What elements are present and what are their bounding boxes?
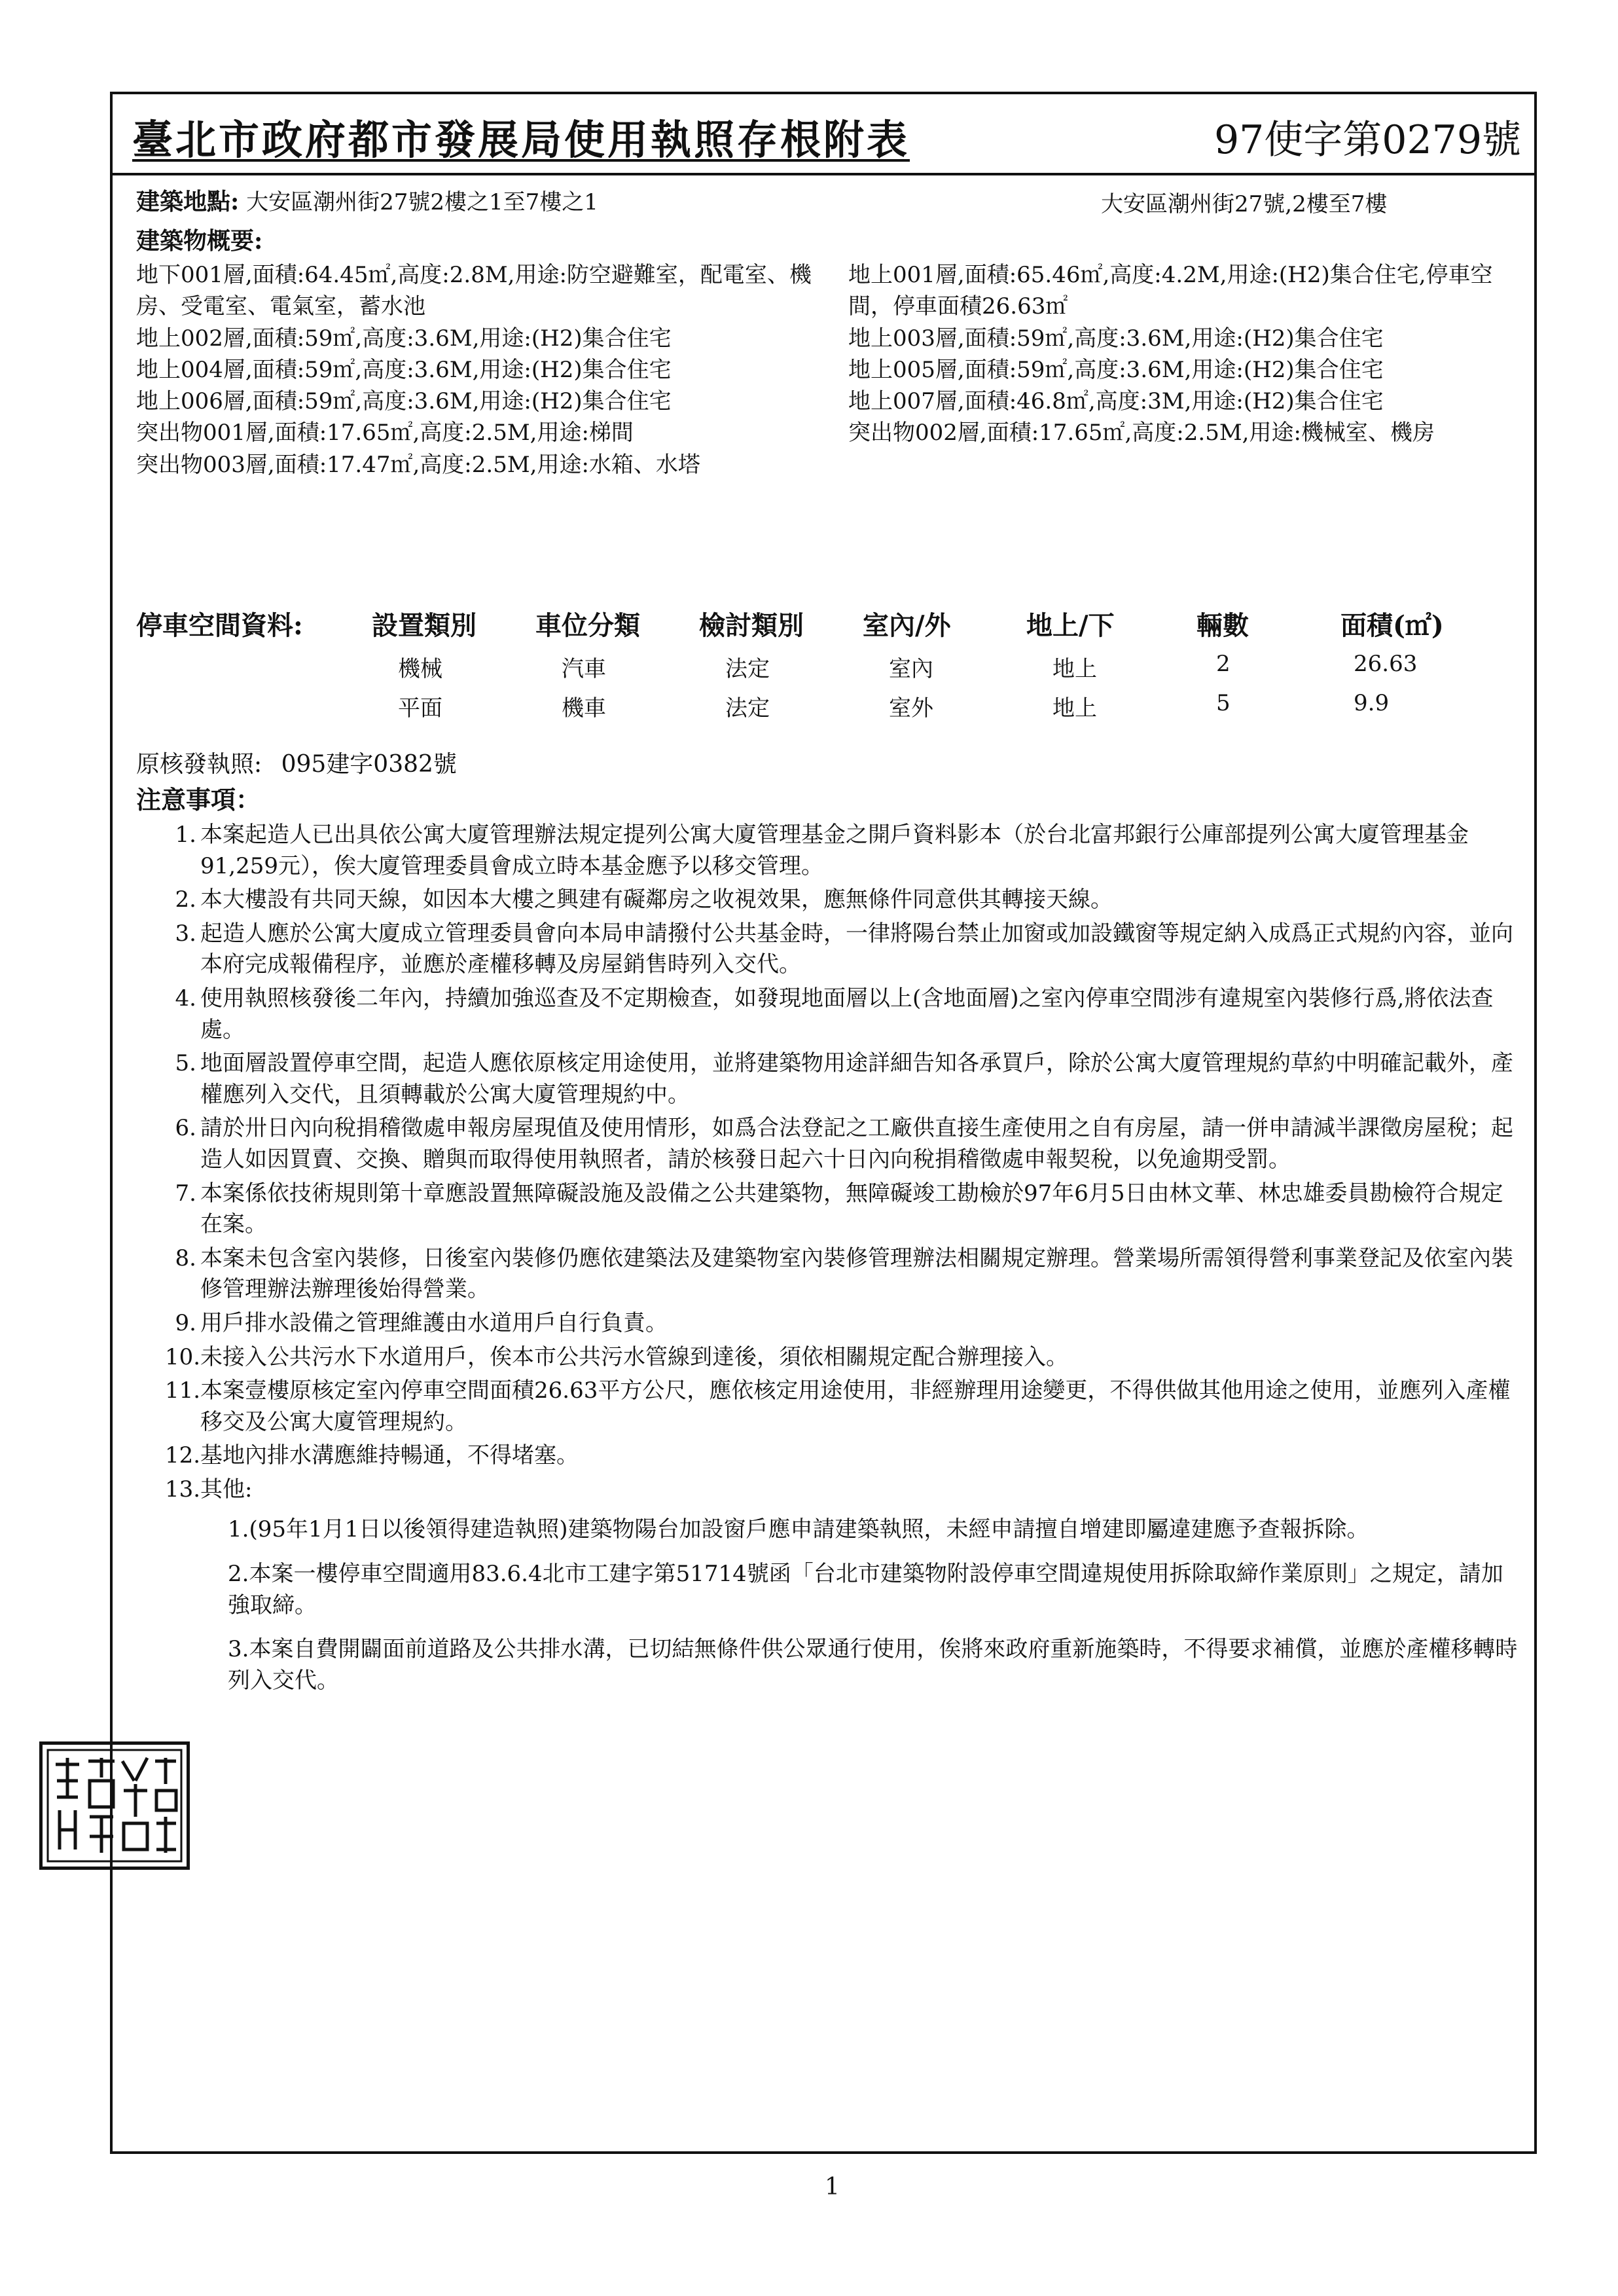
sub-item: 2.本案一樓停車空間適用83.6.4北市工建字第51714號函「台北市建築物附設停車空間違規使用拆除取締作業原則」之規定，請加強取締。	[228, 1561, 1503, 1618]
notes-title: 注意事項：	[136, 785, 261, 814]
parking-cell: 法定	[725, 656, 770, 682]
overview-entry: 地上004層,面積:59㎡,高度:3.6M,用途:(H2)集合住宅	[136, 356, 672, 383]
overview-entry: 地上003層,面積:59㎡,高度:3.6M,用途:(H2)集合住宅	[848, 325, 1384, 352]
overview-entry: 地上005層,面積:59㎡,高度:3.6M,用途:(H2)集合住宅	[848, 356, 1384, 383]
note-item: 6. 請於卅日內向稅捐稽徵處申報房屋現值及使用情形，如爲合法登記之工廠供直接生產使用之自有房屋，請一併申請減半課徵房屋稅；起造人如因買賣、交換、贈與而取得使用執照者，請於核發日起六十日內向稅捐稽徵處申報契稅，以免逾期受罰。	[175, 1115, 1513, 1173]
parking-header: 檢討類別	[699, 610, 804, 641]
seal-glyphs	[43, 1745, 187, 1867]
parking-cell: 9.9	[1354, 690, 1390, 716]
overview-entry: 地上001層,面積:65.46㎡,高度:4.2M,用途:(H2)集合住宅,停車空間，停車面積26.63㎡	[848, 262, 1493, 320]
note-item: 5. 地面層設置停車空間，起造人應依原核定用途使用，並將建築物用途詳細告知各承買戶，除於公寓大廈管理規約草約中明確記載外，產權應列入交代，且須轉載於公寓大廈管理規約中。	[175, 1050, 1513, 1108]
site-address: 大安區潮州街27號2樓之1至7樓之1	[246, 189, 598, 215]
overview-entry: 突出物001層,面積:17.65㎡,高度:2.5M,用途:梯間	[136, 420, 634, 446]
parking-cell: 2	[1216, 651, 1231, 677]
parking-header: 輛數	[1196, 610, 1249, 641]
parking-header: 地上/下	[1026, 610, 1115, 641]
note-item: 10. 未接入公共污水下水道用戶，俟本市公共污水管線到達後，須依相關規定配合辦理接入。	[165, 1343, 1068, 1370]
original-permit-label: 原核發執照:	[136, 751, 262, 778]
parking-header: 車位分類	[535, 610, 640, 641]
parking-cell: 機械	[398, 656, 442, 682]
note-item: 9. 用戶排水設備之管理維護由水道用戶自行負責。	[175, 1309, 668, 1336]
parking-cell: 汽車	[562, 656, 606, 682]
note-item: 8. 本案未包含室內裝修，日後室內裝修仍應依建築法及建築物室內裝修管理辦法相關規定辦理。營業場所需領得營利事業登記及依室內裝修管理辦法辦理後始得營業。	[175, 1245, 1513, 1303]
parking-cell: 26.63	[1354, 651, 1418, 677]
parking-header: 設置類別	[372, 610, 476, 641]
site-address-secondary: 大安區潮州街27號,2樓至7樓	[1101, 191, 1388, 217]
overview-left-column	[136, 259, 817, 481]
note-item: 7. 本案係依技術規則第十章應設置無障礙設施及設備之公共建築物，無障礙竣工勘檢於97年6月5日由林文華、林忠雄委員勘檢符合規定在案。	[175, 1180, 1503, 1238]
overview-entry: 地上006層,面積:59㎡,高度:3.6M,用途:(H2)集合住宅	[136, 388, 672, 415]
parking-cell: 室內	[889, 656, 933, 682]
overview-label: 建築物概要:	[136, 227, 263, 255]
overview-entry: 突出物002層,面積:17.65㎡,高度:2.5M,用途:機械室、機房	[848, 420, 1435, 446]
overview-entry: 地上002層,面積:59㎡,高度:3.6M,用途:(H2)集合住宅	[136, 325, 672, 352]
note-item: 2. 本大樓設有共同天線，如因本大樓之興建有礙鄰房之收視效果，應無條件同意供其轉接天線。	[175, 886, 1113, 913]
title-row	[113, 94, 1534, 175]
sub-item: 3.本案自費開闢面前道路及公共排水溝，已切結無條件供公眾通行使用，俟將來政府重新施築時，不得要求補償，並應於產權移轉時列入交代。	[228, 1636, 1518, 1694]
parking-cell: 地上	[1052, 695, 1097, 721]
document-frame	[110, 92, 1537, 2154]
page-number: 1	[825, 2174, 840, 2200]
parking-cell: 機車	[562, 695, 606, 721]
parking-label: 停車空間資料:	[136, 610, 303, 641]
site-label: 建築地點:	[136, 188, 240, 215]
overview-entry: 突出物003層,面積:17.47㎡,高度:2.5M,用途:水箱、水塔	[136, 451, 700, 478]
overview-entry: 地下001層,面積:64.45㎡,高度:2.8M,用途:防空避難室，配電室、機房、受電室、電氣室，蓄水池	[136, 262, 812, 320]
overview-right-column	[848, 259, 1529, 449]
note-item: 11. 本案壹樓原核定室內停車空間面積26.63平方公尺，應依核定用途使用，非經辦理用途變更，不得供做其他用途之使用，並應列入產權移交及公寓大廈管理規約。	[165, 1377, 1511, 1435]
document-title: 臺北市政府都市發展局使用執照存根附表	[132, 116, 910, 164]
original-permit-value: 095建字0382號	[281, 751, 457, 778]
sub-item: 1.(95年1月1日以後領得建造執照)建築物陽台加設窗戶應申請建築執照，未經申請擅自增建即屬違建應予查報拆除。	[228, 1516, 1369, 1543]
other-sub-items	[165, 1514, 1520, 1696]
parking-cell: 平面	[398, 695, 442, 721]
overview-entry: 地上007層,面積:46.8㎡,高度:3M,用途:(H2)集合住宅	[848, 388, 1384, 415]
parking-cell: 法定	[725, 695, 770, 721]
original-permit-row	[136, 749, 457, 781]
parking-cell: 5	[1216, 690, 1231, 716]
note-item: 4. 使用執照核發後二年內，持續加強巡查及不定期檢查，如發現地面層以上(含地面層)之室內停車空間涉有違規室內裝修行爲,將依法查處。	[175, 985, 1494, 1043]
official-seal-stamp	[39, 1741, 190, 1870]
note-item: 13. 其他:	[165, 1476, 253, 1503]
note-item: 12. 基地內排水溝應維持暢通，不得堵塞。	[165, 1442, 579, 1469]
note-item: 3. 起造人應於公寓大廈成立管理委員會向本局申請撥付公共基金時，一律將陽台禁止加窗或加設鐵窗等規定納入成爲正式規約內容，並向本府完成報備程序，並應於產權移轉及房屋銷售時列入交代。	[175, 920, 1513, 978]
parking-header: 室內/外	[863, 610, 951, 641]
note-item: 1. 本案起造人已出具依公寓大廈管理辦法規定提列公寓大廈管理基金之開戶資料影本（於台北富邦銀行公庫部提列公寓大廈管理基金91,259元），俟大廈管理委員會成立時本基金應予以移交管理。	[175, 822, 1469, 879]
parking-cell: 室外	[889, 695, 933, 721]
permit-number: 97使字第0279號	[1214, 117, 1521, 163]
parking-cell: 地上	[1052, 656, 1097, 682]
notes-list	[165, 820, 1520, 1709]
parking-header: 面積(㎡)	[1340, 610, 1444, 641]
